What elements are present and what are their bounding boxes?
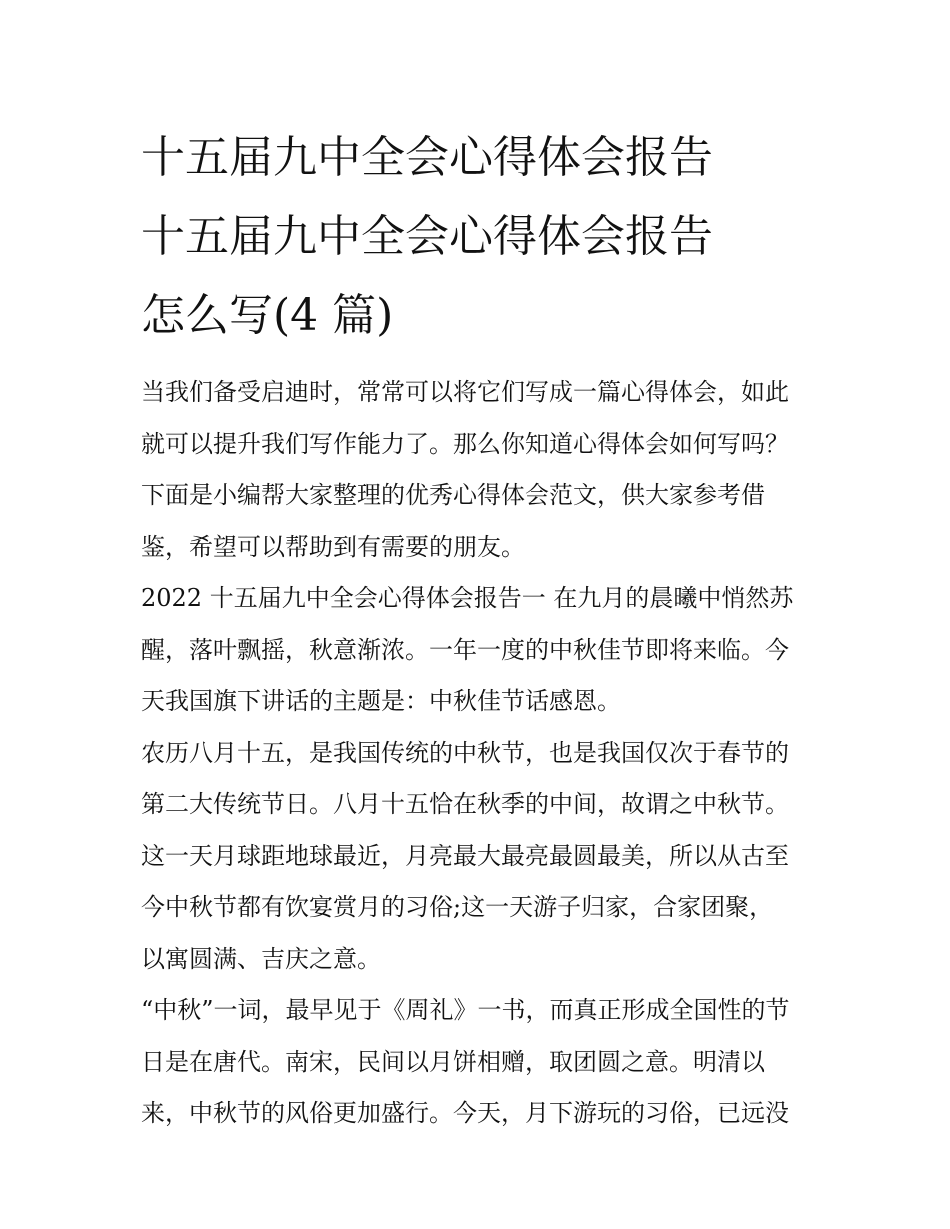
title-line: 十五届九中全会心得体会报告 <box>141 211 713 262</box>
text-line: 醒，落叶飘摇，秋意渐浓。一年一度的中秋佳节即将来临。今 <box>141 635 789 664</box>
document-title <box>141 118 813 355</box>
text-line: 2022 十五届九中全会心得体会报告一 在九月的晨曦中悄然苏 <box>141 584 794 612</box>
text-line: “中秋”一词，最早见于《周礼》一书，而真正形成全国性的节 <box>141 996 790 1024</box>
text-line: 就可以提升我们写作能力了。那么你知道心得体会如何写吗？ <box>141 429 789 458</box>
text-line: 下面是小编帮大家整理的优秀心得体会范文，供大家参考借 <box>141 481 765 509</box>
document-page <box>141 118 813 1140</box>
text-line: 第二大传统节日。八月十五恰在秋季的中间，故谓之中秋节。 <box>141 790 789 818</box>
text-line: 这一天月球距地球最近，月亮最大最亮最圆最美，所以从古至 <box>141 841 789 870</box>
text-line: 来，中秋节的风俗更加盛行。今天，月下游玩的习俗，已远没 <box>141 1099 789 1127</box>
paragraph-intro <box>141 367 813 573</box>
paragraph-report-one <box>141 573 813 728</box>
text-line: 以寓圆满、吉庆之意。 <box>141 944 381 973</box>
paragraph-history <box>141 985 813 1140</box>
text-line: 天我国旗下讲话的主题是：中秋佳节话感恩。 <box>141 687 621 715</box>
title-line: 怎么写(4 篇) <box>141 290 394 341</box>
text-line: 鉴，希望可以帮助到有需要的朋友。 <box>141 532 525 561</box>
text-line: 当我们备受启迪时，常常可以将它们写成一篇心得体会，如此 <box>141 378 789 406</box>
document-body <box>141 367 813 1140</box>
paragraph-mid-autumn <box>141 728 813 986</box>
text-line: 今中秋节都有饮宴赏月的习俗;这一天游子归家，合家团聚， <box>141 893 774 921</box>
title-line: 十五届九中全会心得体会报告 <box>141 132 713 183</box>
text-line: 农历八月十五，是我国传统的中秋节，也是我国仅次于春节的 <box>141 738 789 767</box>
text-line: 日是在唐代。南宋，民间以月饼相赠，取团圆之意。明清以 <box>141 1047 765 1076</box>
